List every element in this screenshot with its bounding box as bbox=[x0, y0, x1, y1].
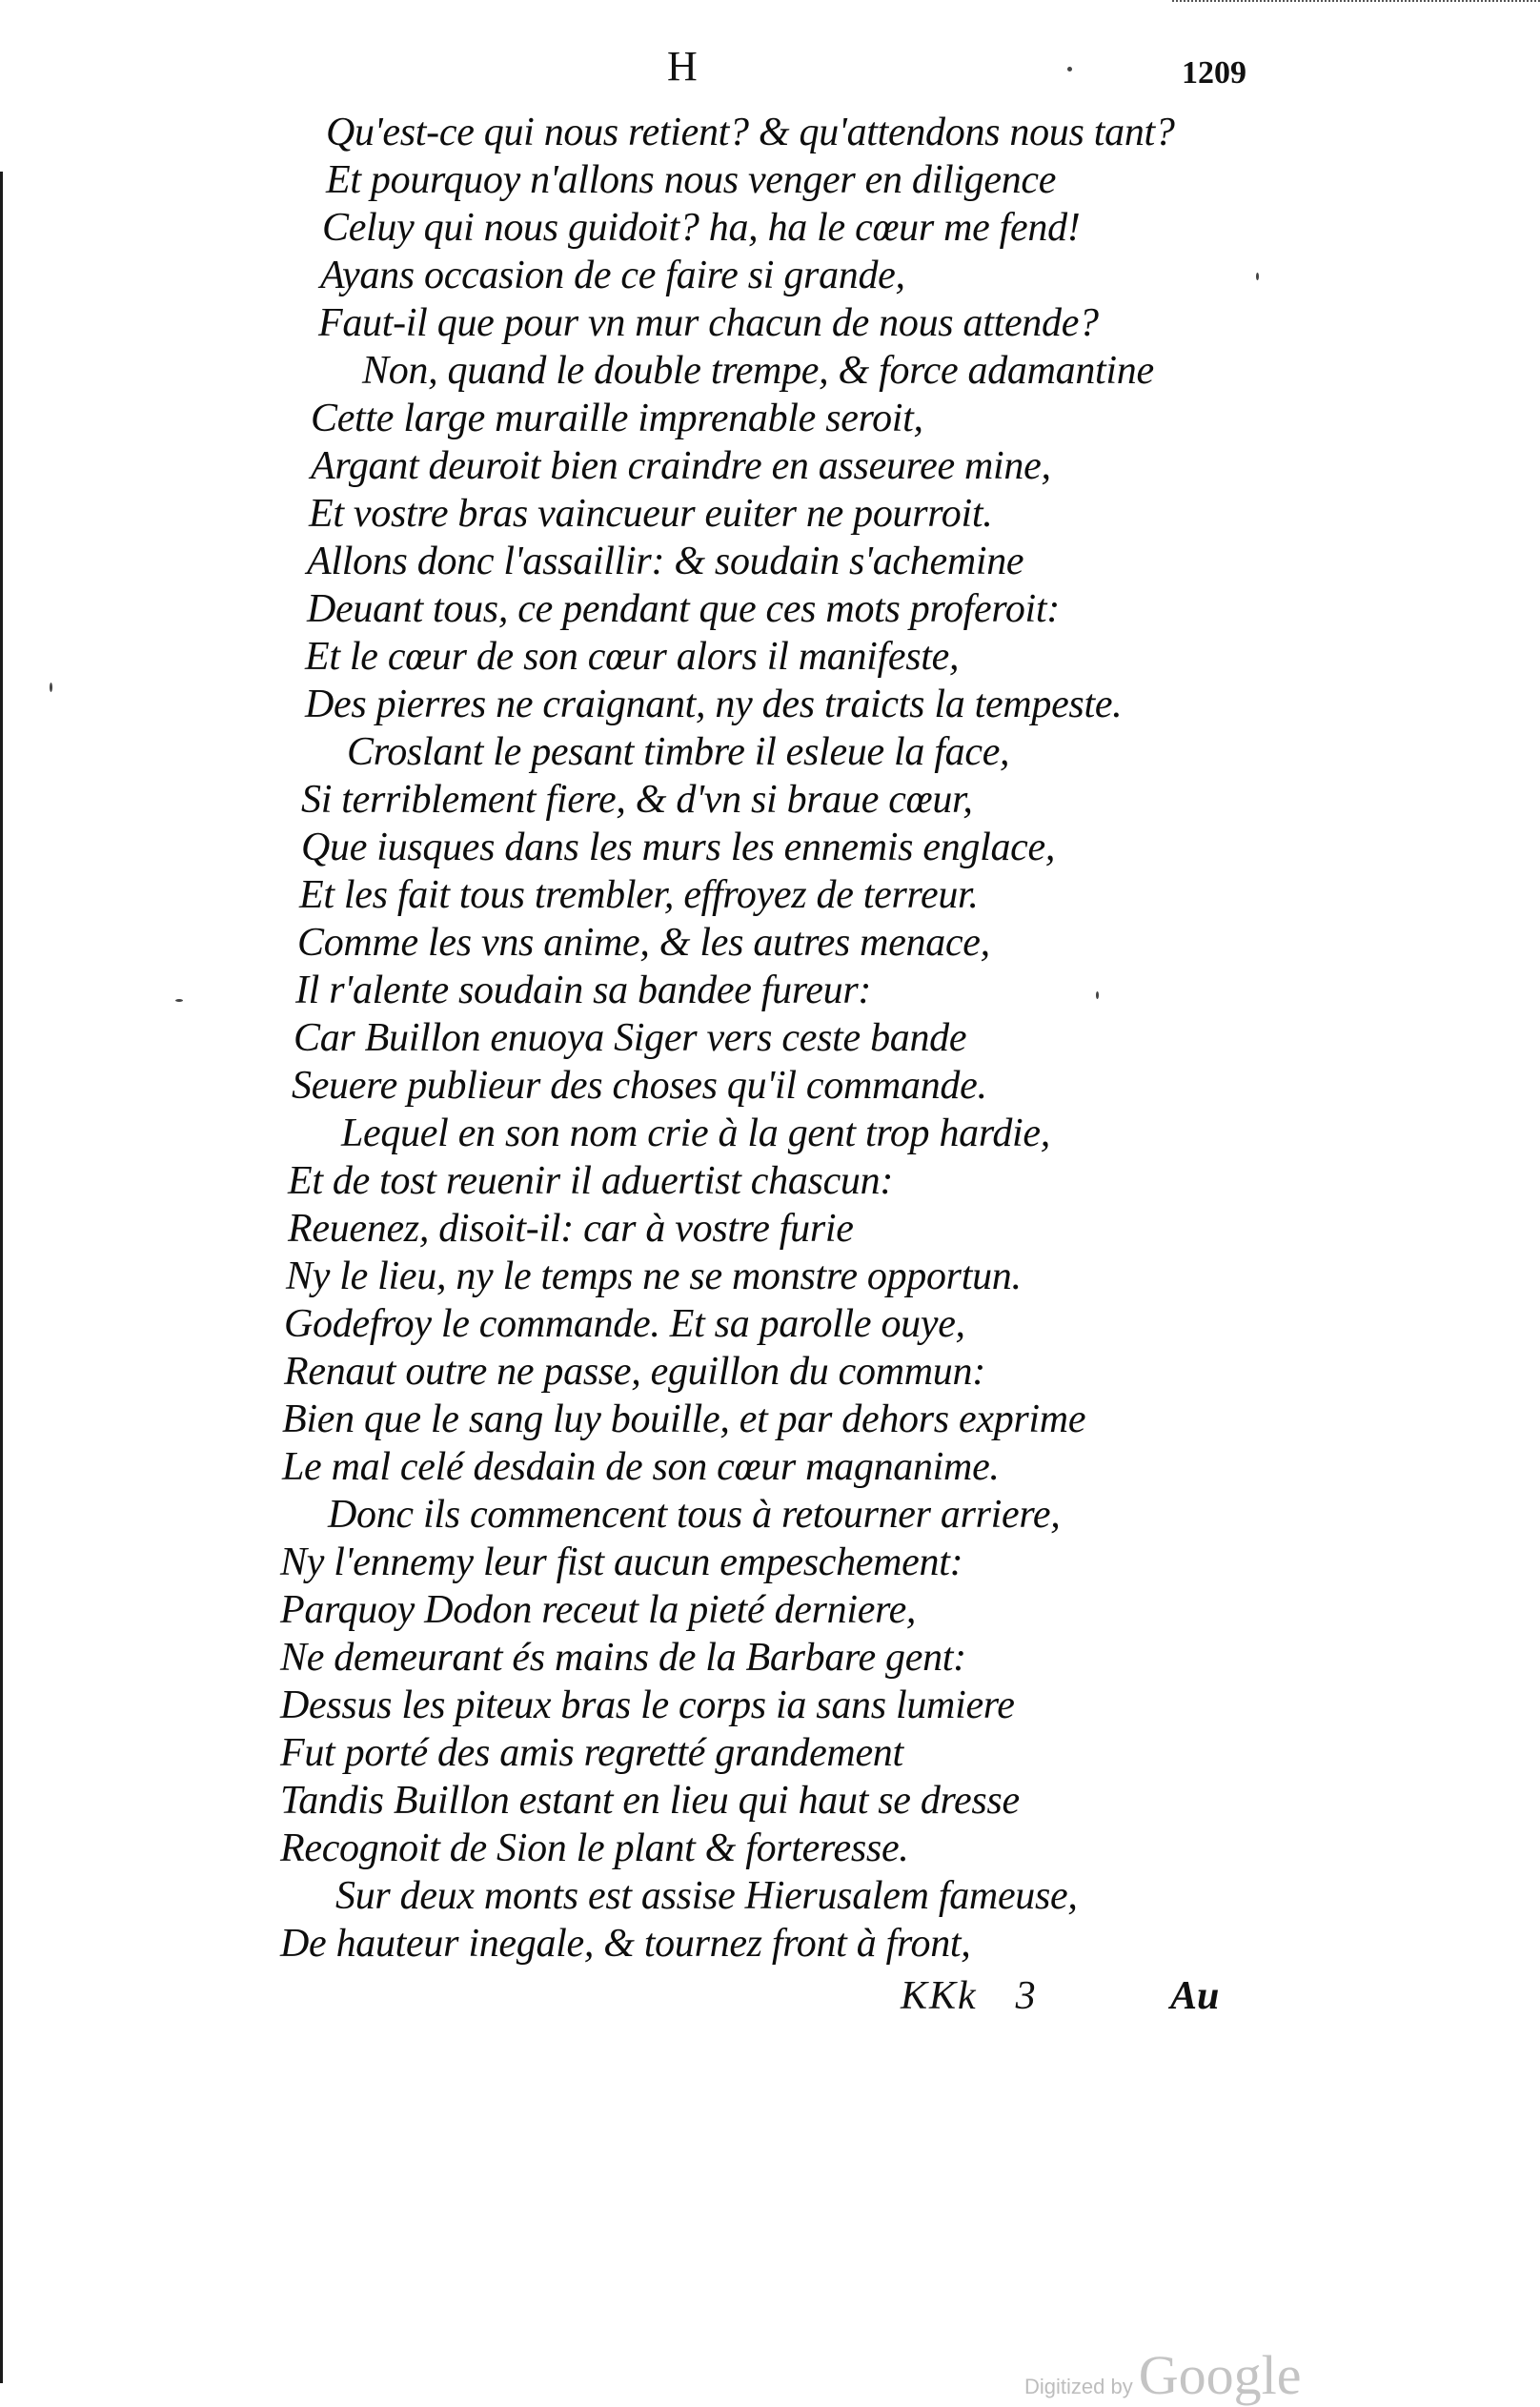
google-logo: Google bbox=[1138, 2344, 1302, 2406]
signature-letters: KKk bbox=[901, 1974, 978, 2018]
print-speck bbox=[175, 999, 183, 1002]
print-speck bbox=[50, 683, 52, 692]
verse-line-1: Qu'est-ce qui nous retient? & qu'attendons nous tant? bbox=[326, 111, 1175, 154]
verse-line-19: Il r'alente soudain sa bandee fureur: bbox=[295, 969, 872, 1012]
verse-line-36: Tandis Buillon estant en lieu qui haut se dresse bbox=[280, 1779, 1020, 1823]
verse-line-4: Ayans occasion de ce faire si grande, bbox=[320, 254, 905, 297]
digitized-label: Digitized by bbox=[1024, 2375, 1133, 2398]
digitized-watermark bbox=[1024, 2343, 1301, 2407]
verse-line-26: Godefroy le commande. Et sa parolle ouye, bbox=[284, 1302, 965, 1346]
verse-line-35: Fut porté des amis regretté grandement bbox=[280, 1731, 903, 1775]
verse-line-23: Et de tost reuenir il aduertist chascun: bbox=[288, 1159, 894, 1203]
verse-line-10: Allons donc l'assaillir: & soudain s'achemine bbox=[307, 540, 1024, 583]
verse-line-24: Reuenez, disoit-il: car à vostre furie bbox=[288, 1207, 854, 1251]
print-speck bbox=[1067, 67, 1072, 71]
verse-line-21: Seuere publieur des choses qu'il commande. bbox=[292, 1064, 987, 1108]
verse-line-27: Renaut outre ne passe, eguillon du commun: bbox=[284, 1350, 985, 1394]
verse-line-17: Et les fait tous trembler, effroyez de terreur. bbox=[299, 873, 979, 917]
running-header-letter: H bbox=[667, 43, 698, 90]
verse-line-11: Deuant tous, ce pendant que ces mots proferoit: bbox=[307, 587, 1060, 631]
page-left-edge bbox=[0, 172, 3, 2383]
signature-mark bbox=[901, 1973, 1038, 2019]
verse-line-22: Lequel en son nom crie à la gent trop hardie, bbox=[341, 1112, 1050, 1155]
signature-number: 3 bbox=[1015, 1974, 1038, 2018]
verse-line-16: Que iusques dans les murs les ennemis englace, bbox=[301, 826, 1056, 869]
verse-line-38: Sur deux monts est assise Hierusalem fameuse, bbox=[335, 1874, 1078, 1918]
verse-line-14: Croslant le pesant timbre il esleue la face, bbox=[347, 730, 1010, 774]
print-speck bbox=[1096, 991, 1099, 999]
verse-line-3: Celuy qui nous guidoit? ha, ha le cœur me fend! bbox=[322, 206, 1081, 250]
verse-line-37: Recognoit de Sion le plant & forteresse. bbox=[280, 1826, 909, 1870]
verse-line-5: Faut-il que pour vn mur chacun de nous attende? bbox=[318, 301, 1099, 345]
page-top-edge bbox=[1172, 0, 1540, 8]
verse-line-32: Parquoy Dodon receut la pieté derniere, bbox=[280, 1588, 917, 1632]
verse-line-8: Argant deuroit bien craindre en asseuree mine, bbox=[311, 444, 1051, 488]
verse-line-30: Donc ils commencent tous à retourner arriere, bbox=[328, 1493, 1061, 1537]
verse-line-7: Cette large muraille imprenable seroit, bbox=[311, 397, 923, 440]
verse-line-34: Dessus les piteux bras le corps ia sans lumiere bbox=[280, 1683, 1015, 1727]
verse-line-12: Et le cœur de son cœur alors il manifeste, bbox=[305, 635, 960, 679]
page-number: 1209 bbox=[1182, 55, 1246, 91]
verse-line-20: Car Buillon enuoya Siger vers ceste bande bbox=[294, 1016, 967, 1060]
verse-line-18: Comme les vns anime, & les autres menace, bbox=[297, 921, 990, 965]
print-speck bbox=[1256, 273, 1259, 280]
verse-line-15: Si terriblement fiere, & d'vn si braue cœur, bbox=[301, 778, 973, 822]
catchword: Au bbox=[1170, 1974, 1220, 2018]
verse-line-25: Ny le lieu, ny le temps ne se monstre opportun. bbox=[286, 1254, 1022, 1298]
verse-line-39: De hauteur inegale, & tournez front à front, bbox=[280, 1922, 971, 1966]
verse-line-6: Non, quand le double trempe, & force adamantine bbox=[362, 349, 1154, 393]
verse-line-31: Ny l'ennemy leur fist aucun empeschement: bbox=[280, 1540, 963, 1584]
verse-line-33: Ne demeurant és mains de la Barbare gent: bbox=[280, 1636, 966, 1680]
verse-line-29: Le mal celé desdain de son cœur magnanime. bbox=[282, 1445, 1000, 1489]
verse-line-13: Des pierres ne craignant, ny des traicts la tempeste. bbox=[305, 683, 1123, 726]
verse-line-9: Et vostre bras vaincueur euiter ne pourroit. bbox=[309, 492, 993, 536]
verse-line-28: Bien que le sang luy bouille, et par dehors exprime bbox=[282, 1397, 1086, 1441]
verse-line-2: Et pourquoy n'allons nous venger en diligence bbox=[326, 158, 1057, 202]
